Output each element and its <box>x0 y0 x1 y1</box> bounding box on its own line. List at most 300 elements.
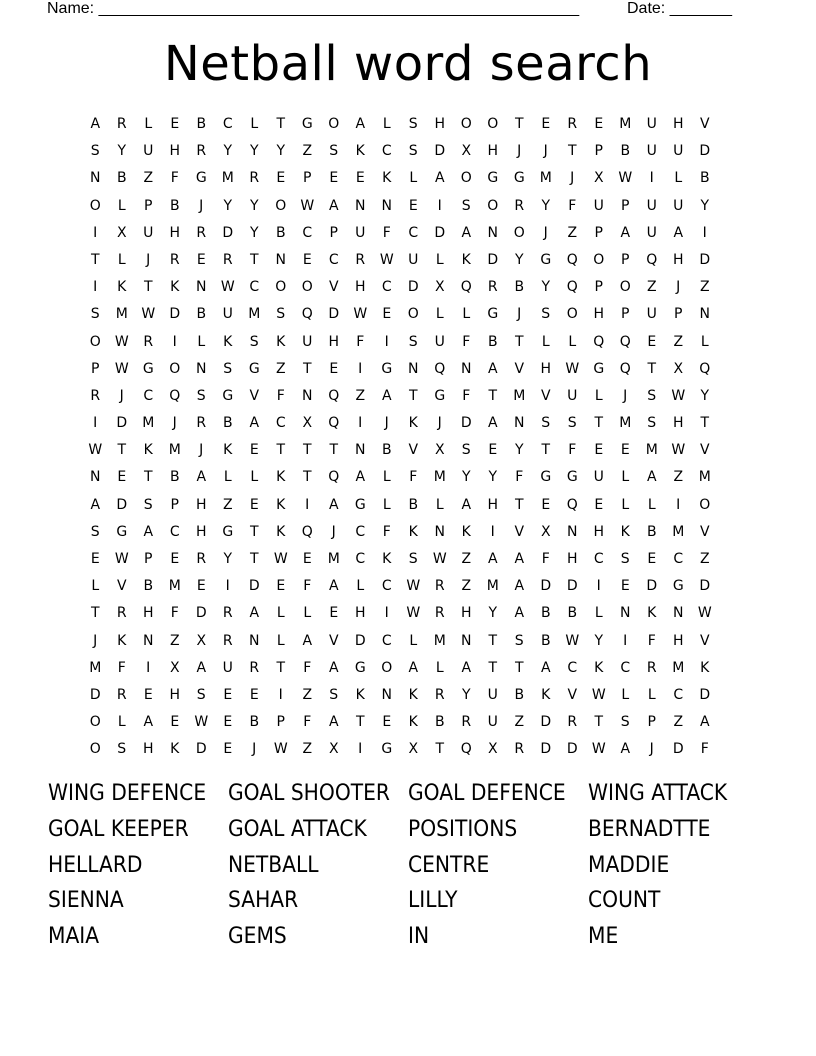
grid-letter: A <box>487 415 498 432</box>
grid-letter: H <box>593 523 605 540</box>
grid-letter: R <box>222 251 233 268</box>
grid-letter: N <box>143 632 154 649</box>
grid-letter: J <box>543 224 548 241</box>
grid-letter: G <box>354 496 366 513</box>
grid-letter: M <box>672 523 685 540</box>
grid-letter: L <box>541 333 550 350</box>
grid-letter: A <box>90 116 101 132</box>
grid-letter: W <box>671 387 686 404</box>
grid-letter: B <box>249 714 260 731</box>
grid-letter: X <box>434 442 445 459</box>
grid-letter: C <box>275 415 286 432</box>
grid-row <box>82 386 744 413</box>
grid-letter: C <box>381 143 392 160</box>
grid-letter: Z <box>673 333 684 350</box>
grid-letter: B <box>514 279 525 296</box>
grid-row <box>82 685 744 712</box>
grid-row <box>82 549 744 576</box>
grid-letter: A <box>143 523 154 540</box>
grid-letter: K <box>408 415 418 432</box>
grid-letter: N <box>302 387 313 404</box>
grid-letter: B <box>620 143 631 160</box>
grid-letter: N <box>434 523 445 540</box>
grid-letter: A <box>487 551 498 567</box>
grid-letter: T <box>488 387 498 404</box>
grid-letter: Q <box>328 387 340 404</box>
grid-letter: Q <box>460 279 472 296</box>
grid-letter: D <box>460 415 472 432</box>
grid-letter: L <box>197 333 206 350</box>
grid-row <box>82 712 744 739</box>
grid-letter: Z <box>302 143 313 160</box>
grid-letter: V <box>514 360 525 377</box>
grid-letter: J <box>384 415 389 432</box>
grid-letter: A <box>646 469 657 486</box>
grid-letter: G <box>540 251 552 268</box>
grid-letter: M <box>115 306 128 323</box>
grid-letter: J <box>119 387 124 404</box>
grid-letter: C <box>302 224 313 241</box>
grid-letter: D <box>566 578 578 595</box>
grid-letter: Y <box>249 224 259 241</box>
grid-letter: W <box>114 360 129 377</box>
grid-letter: O <box>487 197 499 214</box>
grid-letter: J <box>437 415 442 432</box>
grid-letter: F <box>409 469 418 486</box>
grid-letter: T <box>249 551 259 567</box>
grid-letter: U <box>567 387 578 404</box>
grid-letter: H <box>672 632 684 649</box>
grid-letter: K <box>223 442 233 459</box>
grid-letter: W <box>114 333 129 350</box>
word-list <box>48 778 768 957</box>
grid-letter: U <box>646 116 657 132</box>
grid-letter: P <box>621 197 630 214</box>
grid-letter: R <box>222 632 233 649</box>
grid-letter: M <box>619 415 632 432</box>
grid-letter: B <box>222 415 233 432</box>
grid-letter: J <box>543 143 548 160</box>
grid-letter: E <box>541 116 551 132</box>
page-title: Netball word search <box>163 36 653 92</box>
grid-letter: Z <box>222 496 233 513</box>
grid-letter: L <box>409 632 418 649</box>
grid-letter: X <box>196 632 207 649</box>
grid-letter: E <box>329 605 339 622</box>
grid-letter: H <box>460 605 472 622</box>
grid-letter: I <box>93 224 98 241</box>
grid-letter: M <box>486 578 499 595</box>
word-list-item: SIENNA <box>48 888 124 914</box>
grid-letter: A <box>302 632 313 649</box>
grid-letter: K <box>700 659 710 676</box>
grid-letter: R <box>222 605 233 622</box>
grid-letter: G <box>434 387 446 404</box>
grid-letter: R <box>461 714 472 731</box>
grid-letter: W <box>300 197 315 214</box>
grid-letter: D <box>407 279 419 296</box>
grid-letter: Y <box>488 605 498 622</box>
grid-letter: P <box>276 714 285 731</box>
grid-letter: F <box>303 659 312 676</box>
grid-letter: O <box>89 741 101 758</box>
grid-letter: K <box>461 251 471 268</box>
grid-row <box>82 359 744 386</box>
grid-letter: K <box>276 523 286 540</box>
grid-letter: I <box>93 279 98 296</box>
grid-letter: P <box>303 170 312 187</box>
grid-letter: O <box>407 306 419 323</box>
grid-row <box>82 196 744 223</box>
grid-letter: Q <box>593 333 605 350</box>
grid-letter: O <box>593 251 605 268</box>
grid-letter: M <box>327 551 340 567</box>
grid-letter: L <box>382 496 391 513</box>
grid-letter: T <box>249 251 259 268</box>
grid-letter: E <box>170 714 180 731</box>
grid-letter: B <box>196 116 207 132</box>
grid-letter: O <box>460 116 472 132</box>
grid-letter: S <box>408 551 418 567</box>
grid-letter: W <box>406 578 421 595</box>
grid-letter: W <box>618 170 633 187</box>
grid-letter: W <box>697 605 712 622</box>
grid-letter: F <box>462 333 471 350</box>
grid-row <box>82 250 744 277</box>
grid-letter: Y <box>276 143 286 160</box>
grid-letter: B <box>514 686 525 703</box>
grid-letter: C <box>567 659 578 676</box>
grid-letter: W <box>591 686 606 703</box>
grid-letter: B <box>487 333 498 350</box>
grid-letter: S <box>647 387 657 404</box>
grid-letter: Z <box>275 360 286 377</box>
grid-letter: G <box>116 523 128 540</box>
grid-letter: A <box>514 578 525 595</box>
grid-letter: O <box>89 197 101 214</box>
grid-letter: E <box>170 116 180 132</box>
grid-letter: Y <box>514 251 524 268</box>
grid-letter: T <box>90 605 100 622</box>
grid-letter: I <box>649 170 654 187</box>
grid-letter: K <box>223 333 233 350</box>
grid-letter: S <box>647 415 657 432</box>
grid-row <box>82 223 744 250</box>
grid-letter: B <box>169 469 180 486</box>
grid-letter: V <box>699 523 710 540</box>
grid-row <box>82 603 744 630</box>
grid-letter: L <box>117 197 126 214</box>
grid-letter: A <box>249 415 260 432</box>
grid-letter: Q <box>646 251 658 268</box>
date-field <box>627 0 732 20</box>
grid-letter: L <box>117 251 126 268</box>
grid-row <box>82 332 744 359</box>
grid-letter: I <box>384 605 389 622</box>
grid-letter: G <box>222 387 234 404</box>
grid-letter: P <box>170 496 179 513</box>
grid-letter: A <box>328 496 339 513</box>
grid-letter: U <box>673 143 684 160</box>
grid-letter: B <box>169 197 180 214</box>
grid-letter: R <box>434 686 445 703</box>
grid-letter: O <box>619 279 631 296</box>
grid-letter: Z <box>461 578 472 595</box>
date-blank-line: _______ <box>669 0 732 17</box>
grid-letter: A <box>355 116 366 132</box>
grid-letter: L <box>382 116 391 132</box>
grid-row <box>82 304 744 331</box>
grid-letter: D <box>699 686 711 703</box>
grid-letter: L <box>647 496 656 513</box>
grid-letter: K <box>355 143 365 160</box>
grid-letter: I <box>278 686 283 703</box>
grid-letter: A <box>328 714 339 731</box>
grid-letter: X <box>434 279 445 296</box>
grid-letter: P <box>674 306 683 323</box>
grid-letter: S <box>567 415 577 432</box>
grid-letter: U <box>143 143 154 160</box>
grid-letter: C <box>143 387 154 404</box>
grid-letter: R <box>249 170 260 187</box>
grid-letter: G <box>593 360 605 377</box>
grid-letter: M <box>89 659 102 676</box>
grid-letter: T <box>594 415 604 432</box>
grid-letter: C <box>381 632 392 649</box>
grid-letter: B <box>275 224 286 241</box>
grid-letter: Y <box>249 197 259 214</box>
word-list-item: ME <box>588 924 619 950</box>
grid-letter: R <box>196 143 207 160</box>
grid-letter: M <box>168 442 181 459</box>
grid-letter: P <box>594 143 603 160</box>
grid-letter: N <box>620 605 631 622</box>
grid-letter: T <box>647 360 657 377</box>
grid-letter: G <box>513 170 525 187</box>
grid-letter: E <box>196 251 206 268</box>
grid-letter: I <box>702 224 707 241</box>
grid-letter: P <box>594 224 603 241</box>
word-list-item: GOAL KEEPER <box>48 816 189 842</box>
grid-letter: G <box>381 360 393 377</box>
grid-letter: T <box>143 279 153 296</box>
grid-letter: A <box>381 387 392 404</box>
grid-letter: S <box>408 143 418 160</box>
grid-letter: K <box>647 605 657 622</box>
grid-letter: Y <box>223 197 233 214</box>
grid-letter: L <box>462 306 471 323</box>
grid-letter: F <box>276 387 285 404</box>
grid-letter: G <box>142 360 154 377</box>
grid-letter: S <box>196 686 206 703</box>
grid-letter: C <box>673 686 684 703</box>
grid-letter: S <box>514 632 524 649</box>
grid-letter: R <box>143 333 154 350</box>
grid-letter: M <box>142 415 155 432</box>
grid-letter: S <box>461 197 471 214</box>
grid-letter: T <box>700 415 710 432</box>
grid-letter: Q <box>301 523 313 540</box>
grid-letter: K <box>461 523 471 540</box>
grid-letter: L <box>621 496 630 513</box>
grid-letter: J <box>199 197 204 214</box>
grid-letter: H <box>354 605 366 622</box>
grid-letter: F <box>382 224 391 241</box>
grid-letter: N <box>355 197 366 214</box>
grid-letter: L <box>594 387 603 404</box>
grid-letter: T <box>567 143 577 160</box>
grid-letter: L <box>303 605 312 622</box>
grid-letter: O <box>381 659 393 676</box>
grid-letter: K <box>408 714 418 731</box>
grid-letter: D <box>89 686 101 703</box>
grid-letter: U <box>646 224 657 241</box>
grid-letter: B <box>567 605 578 622</box>
grid-letter: N <box>381 686 392 703</box>
grid-letter: Q <box>566 279 578 296</box>
grid-letter: Z <box>699 279 710 296</box>
grid-letter: K <box>117 632 127 649</box>
grid-letter: K <box>382 170 392 187</box>
grid-letter: T <box>408 387 418 404</box>
grid-letter: I <box>146 659 151 676</box>
grid-letter: R <box>434 605 445 622</box>
grid-letter: Y <box>594 632 604 649</box>
grid-letter: I <box>358 741 363 758</box>
grid-letter: H <box>169 143 181 160</box>
grid-letter: A <box>196 469 207 486</box>
grid-row <box>82 467 744 494</box>
grid-letter: M <box>513 387 526 404</box>
grid-letter: J <box>331 523 336 540</box>
grid-letter: E <box>329 360 339 377</box>
grid-letter: H <box>169 224 181 241</box>
grid-letter: N <box>381 197 392 214</box>
grid-letter: G <box>354 659 366 676</box>
grid-letter: B <box>434 714 445 731</box>
grid-letter: D <box>540 741 552 758</box>
grid-letter: G <box>381 741 393 758</box>
grid-letter: S <box>90 143 100 160</box>
grid-letter: N <box>487 224 498 241</box>
grid-letter: U <box>487 714 498 731</box>
grid-letter: Z <box>673 469 684 486</box>
grid-letter: U <box>673 197 684 214</box>
grid-letter: D <box>487 251 499 268</box>
grid-letter: A <box>90 496 101 513</box>
grid-letter: I <box>623 632 628 649</box>
grid-letter: T <box>117 442 127 459</box>
grid-letter: N <box>249 632 260 649</box>
grid-letter: N <box>408 360 419 377</box>
grid-letter: Z <box>302 686 313 703</box>
grid-letter: L <box>435 496 444 513</box>
grid-letter: F <box>568 197 577 214</box>
grid-letter: O <box>89 333 101 350</box>
grid-letter: H <box>593 306 605 323</box>
grid-letter: T <box>302 469 312 486</box>
grid-letter: H <box>672 251 684 268</box>
grid-letter: A <box>461 659 472 676</box>
grid-letter: A <box>328 578 339 595</box>
grid-letter: H <box>354 279 366 296</box>
grid-letter: L <box>435 659 444 676</box>
grid-letter: K <box>276 469 286 486</box>
grid-row <box>82 658 744 685</box>
grid-letter: W <box>379 251 394 268</box>
grid-letter: I <box>172 333 177 350</box>
grid-letter: M <box>645 442 658 459</box>
grid-letter: A <box>408 659 419 676</box>
grid-letter: U <box>355 224 366 241</box>
grid-letter: K <box>382 551 392 567</box>
grid-letter: D <box>248 578 260 595</box>
grid-letter: R <box>355 251 366 268</box>
word-list-item: IN <box>408 924 430 950</box>
grid-letter: P <box>329 224 338 241</box>
grid-letter: J <box>623 387 628 404</box>
grid-letter: V <box>699 442 710 459</box>
grid-letter: H <box>566 551 578 567</box>
grid-letter: G <box>566 469 578 486</box>
grid-letter: V <box>328 632 339 649</box>
grid-letter: E <box>90 551 100 567</box>
grid-letter: P <box>621 306 630 323</box>
grid-letter: H <box>672 415 684 432</box>
grid-letter: O <box>275 197 287 214</box>
grid-letter: C <box>169 523 180 540</box>
name-field <box>47 0 579 20</box>
grid-letter: K <box>143 442 153 459</box>
grid-letter: N <box>461 360 472 377</box>
grid-letter: H <box>434 116 446 132</box>
grid-letter: L <box>223 469 232 486</box>
grid-letter: D <box>646 578 658 595</box>
grid-letter: L <box>117 714 126 731</box>
grid-letter: R <box>196 224 207 241</box>
grid-letter: W <box>273 741 288 758</box>
grid-letter: J <box>676 279 681 296</box>
grid-letter: H <box>328 333 340 350</box>
grid-letter: T <box>276 116 286 132</box>
grid-letter: E <box>620 578 630 595</box>
grid-letter: I <box>676 496 681 513</box>
grid-letter: S <box>408 333 418 350</box>
grid-letter: X <box>487 741 498 758</box>
grid-letter: S <box>620 714 630 731</box>
grid-letter: L <box>91 578 100 595</box>
word-list-item: MADDIE <box>588 852 670 878</box>
grid-letter: E <box>276 170 286 187</box>
grid-letter: W <box>273 551 288 567</box>
grid-letter: Y <box>700 197 710 214</box>
grid-letter: S <box>620 551 630 567</box>
grid-letter: Y <box>461 469 471 486</box>
grid-letter: R <box>567 116 578 132</box>
grid-letter: O <box>566 306 578 323</box>
grid-letter: V <box>408 442 419 459</box>
grid-letter: B <box>646 523 657 540</box>
grid-letter: T <box>355 714 365 731</box>
grid-letter: I <box>437 197 442 214</box>
grid-letter: M <box>248 306 261 323</box>
grid-letter: D <box>328 306 340 323</box>
grid-letter: Y <box>249 143 259 160</box>
grid-letter: A <box>143 714 154 731</box>
grid-letter: E <box>170 551 180 567</box>
grid-letter: F <box>303 714 312 731</box>
grid-letter: P <box>647 714 656 731</box>
